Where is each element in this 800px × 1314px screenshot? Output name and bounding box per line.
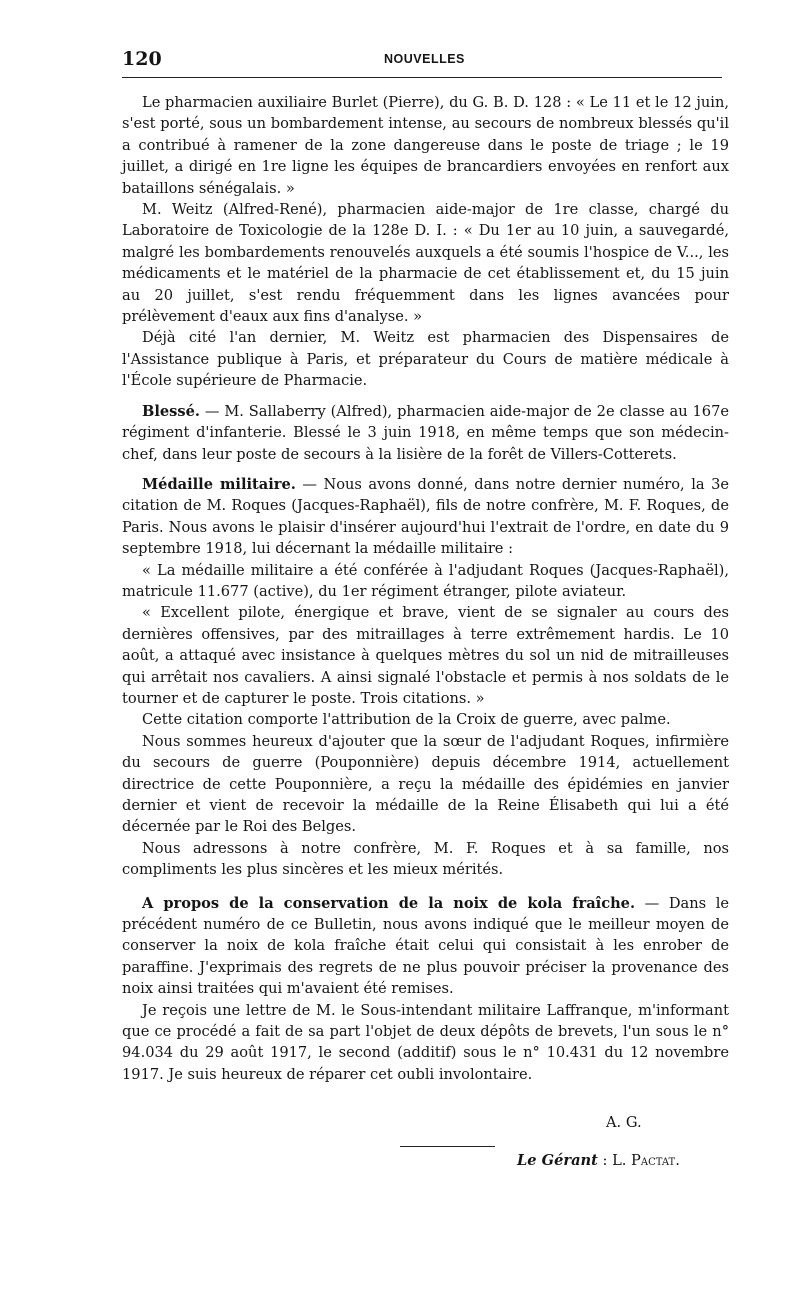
section-text-blesse: — M. Sallaberry (Alfred), pharmacien aide-major de 2e classe au 167e régiment d'infanterie. Blessé le 3 juin 1918, en même temps que son médecin-chef, dans leur poste de secours à la lisière de la forêt de Villers-Cotterets. xyxy=(122,402,729,463)
paragraph-soeur: Nous sommes heureux d'ajouter que la sœur de l'adjudant Roques, infirmière du secours de guerre (Pouponnière) depuis décembre 1914, actuellement directrice de cette Pouponnière, a reçu la médaille des épidémies en janvier dernier et vient de recevoir la médaille de la Reine Élisabeth qui lui a été décernée par le Roi des Belges. xyxy=(122,732,729,836)
paragraph-citation-2: « Excellent pilote, énergique et brave, vient de se signaler au cours des dernières offensives, par des mitraillages à terre extrêmement hardis. Le 10 août, a attaqué avec insistance à quelques mètres du sol un nid de mitrailleuses qui arrêtait nos cavaliers. A ainsi signalé l'obstacle et permis à nos soldats de le tourner et de capturer le poste. Trois citations. » xyxy=(122,604,729,707)
author-signature: A. G. xyxy=(606,1114,642,1131)
section-blesse xyxy=(122,401,729,465)
gerant-line xyxy=(517,1152,680,1169)
gerant-label: Le Gérant xyxy=(517,1152,598,1169)
article-body xyxy=(122,92,729,1085)
header-rule xyxy=(122,77,722,78)
section-heading-medaille: Médaille militaire. xyxy=(142,475,296,493)
paragraph-weitz: M. Weitz (Alfred-René), pharmacien aide-major de 1re classe, chargé du Laboratoire de Toxicologie de la 128e D. I. : « Du 1er au 10 juin, a sauvegardé, malgré les bombardements renouvelés auxquels a été soumis l'hospice de V..., les médicaments et le matériel de la pharmacie de cet établissement et, du 15 juin au 20 juillet, s'est rendu fréquemment dans les lignes avancées pour prélèvement d'eaux aux fins d'analyse. » xyxy=(122,201,729,326)
page-number: 120 xyxy=(122,48,162,70)
paragraph-compliments: Nous adressons à notre confrère, M. F. Roques et à sa famille, nos compliments les plus sincères et les mieux mérités. xyxy=(122,839,729,879)
paragraph-weitz-note: Déjà cité l'an dernier, M. Weitz est pharmacien des Dispensaires de l'Assistance publique à Paris, et préparateur du Cours de matière médicale à l'École supérieure de Pharmacie. xyxy=(122,329,729,390)
paragraph-laffranque: Je reçois une lettre de M. le Sous-intendant militaire Laffranque, m'informant que ce procédé a fait de sa part l'objet de deux dépôts de brevets, l'un sous le n° 94.034 du 29 août 1917, le second (additif) sous le n° 10.431 du 12 novembre 1917. Je suis heureux de réparer cet oubli involontaire. xyxy=(122,1001,729,1083)
gerant-separator: : xyxy=(597,1152,613,1169)
page-header xyxy=(122,48,722,74)
section-kola xyxy=(122,893,729,1000)
paragraph-croix: Cette citation comporte l'attribution de la Croix de guerre, avec palme. xyxy=(142,711,671,729)
paragraph-burlet: Le pharmacien auxiliaire Burlet (Pierre), du G. B. D. 128 : « Le 11 et le 12 juin, s'est porté, sous un bombardement intense, au secours de nombreux blessés qu'il a contribué à ramener de la zone dangereuse dans le poste de triage ; le 19 juillet, a dirigé en 1re ligne les équipes de brancardiers envoyées en renfort aux bataillons sénégalais. » xyxy=(122,94,729,197)
gerant-name: L. Pactat. xyxy=(612,1152,680,1169)
paragraph-citation-1: « La médaille militaire a été conférée à l'adjudant Roques (Jacques-Raphaël), matricule 11.677 (active), du 1er régiment étranger, pilote aviateur. xyxy=(122,561,729,600)
section-text-kola: — Dans le précédent numéro de ce Bulletin, nous avons indiqué que le meilleur moyen de conserver la noix de kola fraîche était celui qui consistait à les enrober de paraffine. J'exprimais des regrets de ne plus pouvoir préciser la provenance des noix ainsi traitées qui m'avaient été remises. xyxy=(122,894,729,998)
footer-rule xyxy=(400,1146,495,1147)
section-heading-kola: A propos de la conservation de la noix de kola fraîche. xyxy=(142,894,636,912)
running-head: NOUVELLES xyxy=(384,52,465,66)
section-medaille xyxy=(122,474,729,560)
section-text-medaille: — Nous avons donné, dans notre dernier numéro, la 3e citation de M. Roques (Jacques-Raphaël), fils de notre confrère, M. F. Roques, de Paris. Nous avons le plaisir d'insérer aujourd'hui l'extrait de l'ordre, en date du 9 septembre 1918, lui décernant la médaille militaire : xyxy=(122,475,729,558)
section-heading-blesse: Blessé. xyxy=(142,402,200,420)
